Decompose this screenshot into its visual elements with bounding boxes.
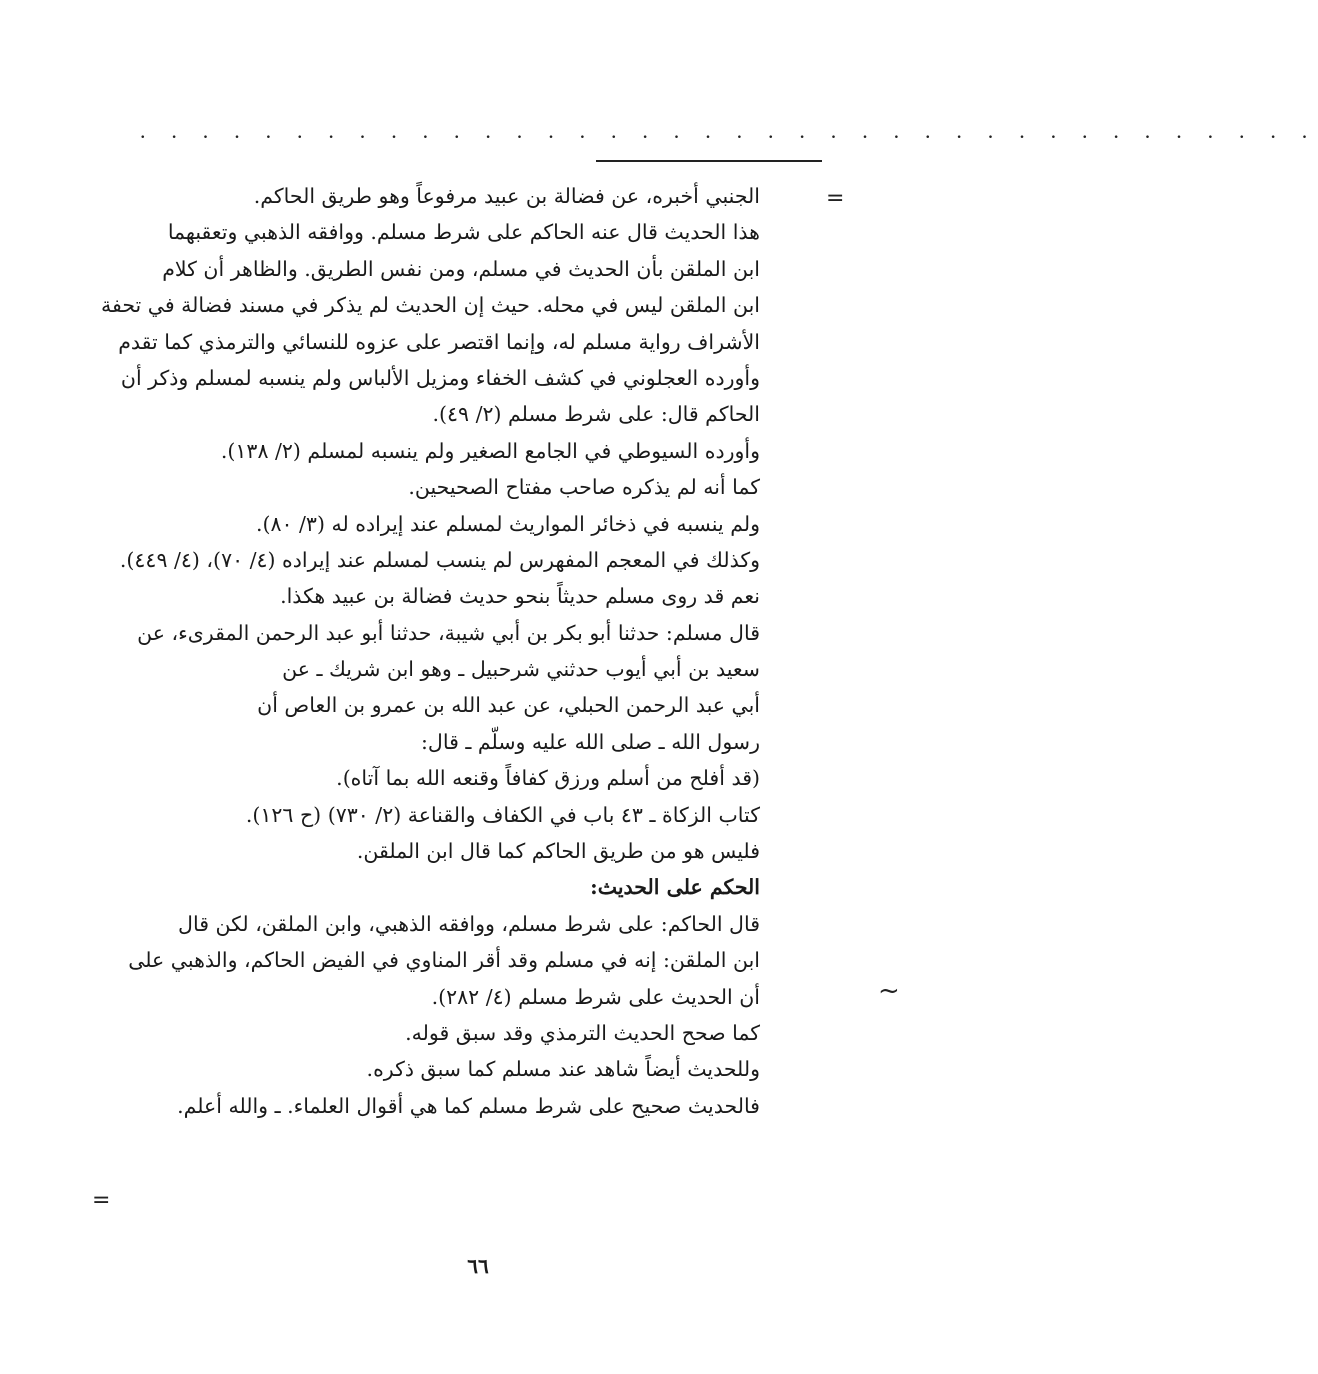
margin-tilde-mark: ~ — [878, 976, 900, 1006]
text-line: سعيد بن أبي أيوب حدثني شرحبيل ـ وهو ابن شريك ـ عن — [282, 657, 760, 682]
continuation-mark-top: = — [826, 186, 845, 211]
text-line: ابن الملقن بأن الحديث في مسلم، ومن نفس الطريق. والظاهر أن كلام — [162, 256, 760, 281]
page-number: ٦٦ — [467, 1254, 489, 1278]
footnote-body — [100, 178, 760, 1124]
dotted-separator: . . . . . . . . . . . . . . . . . . . . . . . . . . . . . . . . . . . . . . — [140, 118, 1318, 143]
text-line: وأورده العجلوني في كشف الخفاء ومزيل الألباس ولم ينسبه لمسلم وذكر أن — [120, 365, 760, 390]
text-line: وأورده السيوطي في الجامع الصغير ولم ينسبه لمسلم (٢/ ١٣٨). — [220, 438, 760, 463]
text-line: قال الحاكم: على شرط مسلم، ووافقه الذهبي، وابن الملقن، لكن قال — [178, 911, 760, 936]
text-line: الجنبي أخبره، عن فضالة بن عبيد مرفوعاً وهو طريق الحاكم. — [253, 184, 760, 208]
text-line: رسول الله ـ صلى الله عليه وسلّم ـ قال: — [421, 729, 760, 754]
text-line: ابن الملقن ليس في محله. حيث إن الحديث لم يذكر في مسند فضالة في تحفة — [100, 293, 760, 318]
text-line: ابن الملقن: إنه في مسلم وقد أقر المناوي في الفيض الحاكم، والذهبي على — [128, 948, 760, 973]
text-line: أن الحديث على شرط مسلم (٤/ ٢٨٢). — [431, 984, 760, 1009]
footnote-rule — [596, 160, 822, 162]
text-line: قال مسلم: حدثنا أبو بكر بن أبي شيبة، حدثنا أبو عبد الرحمن المقرىء، عن — [137, 620, 760, 645]
text-line: كما صحح الحديث الترمذي وقد سبق قوله. — [405, 1020, 760, 1045]
text-line: ولم ينسبه في ذخائر المواريث لمسلم عند إيراده له (٣/ ٨٠). — [255, 511, 760, 536]
text-line: كما أنه لم يذكره صاحب مفتاح الصحيحين. — [408, 475, 760, 500]
continuation-mark-bottom: = — [92, 1188, 111, 1213]
section-heading: الحكم على الحديث: — [590, 875, 760, 900]
text-line: فليس هو من طريق الحاكم كما قال ابن الملقن. — [356, 839, 760, 864]
text-line: الحاكم قال: على شرط مسلم (٢/ ٤٩). — [432, 402, 760, 427]
text-line: كتاب الزكاة ـ ٤٣ باب في الكفاف والقناعة (٢/ ٧٣٠) (ح ١٢٦). — [245, 802, 760, 827]
text-line: وللحديث أيضاً شاهد عند مسلم كما سبق ذكره. — [366, 1057, 760, 1082]
text-line: وكذلك في المعجم المفهرس لم ينسب لمسلم عند إيراده (٤/ ٧٠)، (٤/ ٤٤٩). — [119, 547, 760, 572]
text-line: فالحديث صحيح على شرط مسلم كما هي أقوال العلماء. ـ والله أعلم. — [177, 1093, 760, 1118]
text-line: (قد أفلح من أسلم ورزق كفافاً وقنعه الله بما آتاه). — [336, 766, 760, 791]
text-line: نعم قد روى مسلم حديثاً بنحو حديث فضالة بن عبيد هكذا. — [280, 584, 760, 609]
text-line: أبي عبد الرحمن الحبلي، عن عبد الله بن عمرو بن العاص أن — [257, 693, 760, 718]
text-line: هذا الحديث قال عنه الحاكم على شرط مسلم. ووافقه الذهبي وتعقبهما — [167, 220, 760, 245]
text-line: الأشراف رواية مسلم له، وإنما اقتصر على عزوه للنسائي والترمذي كما تقدم — [118, 329, 760, 354]
